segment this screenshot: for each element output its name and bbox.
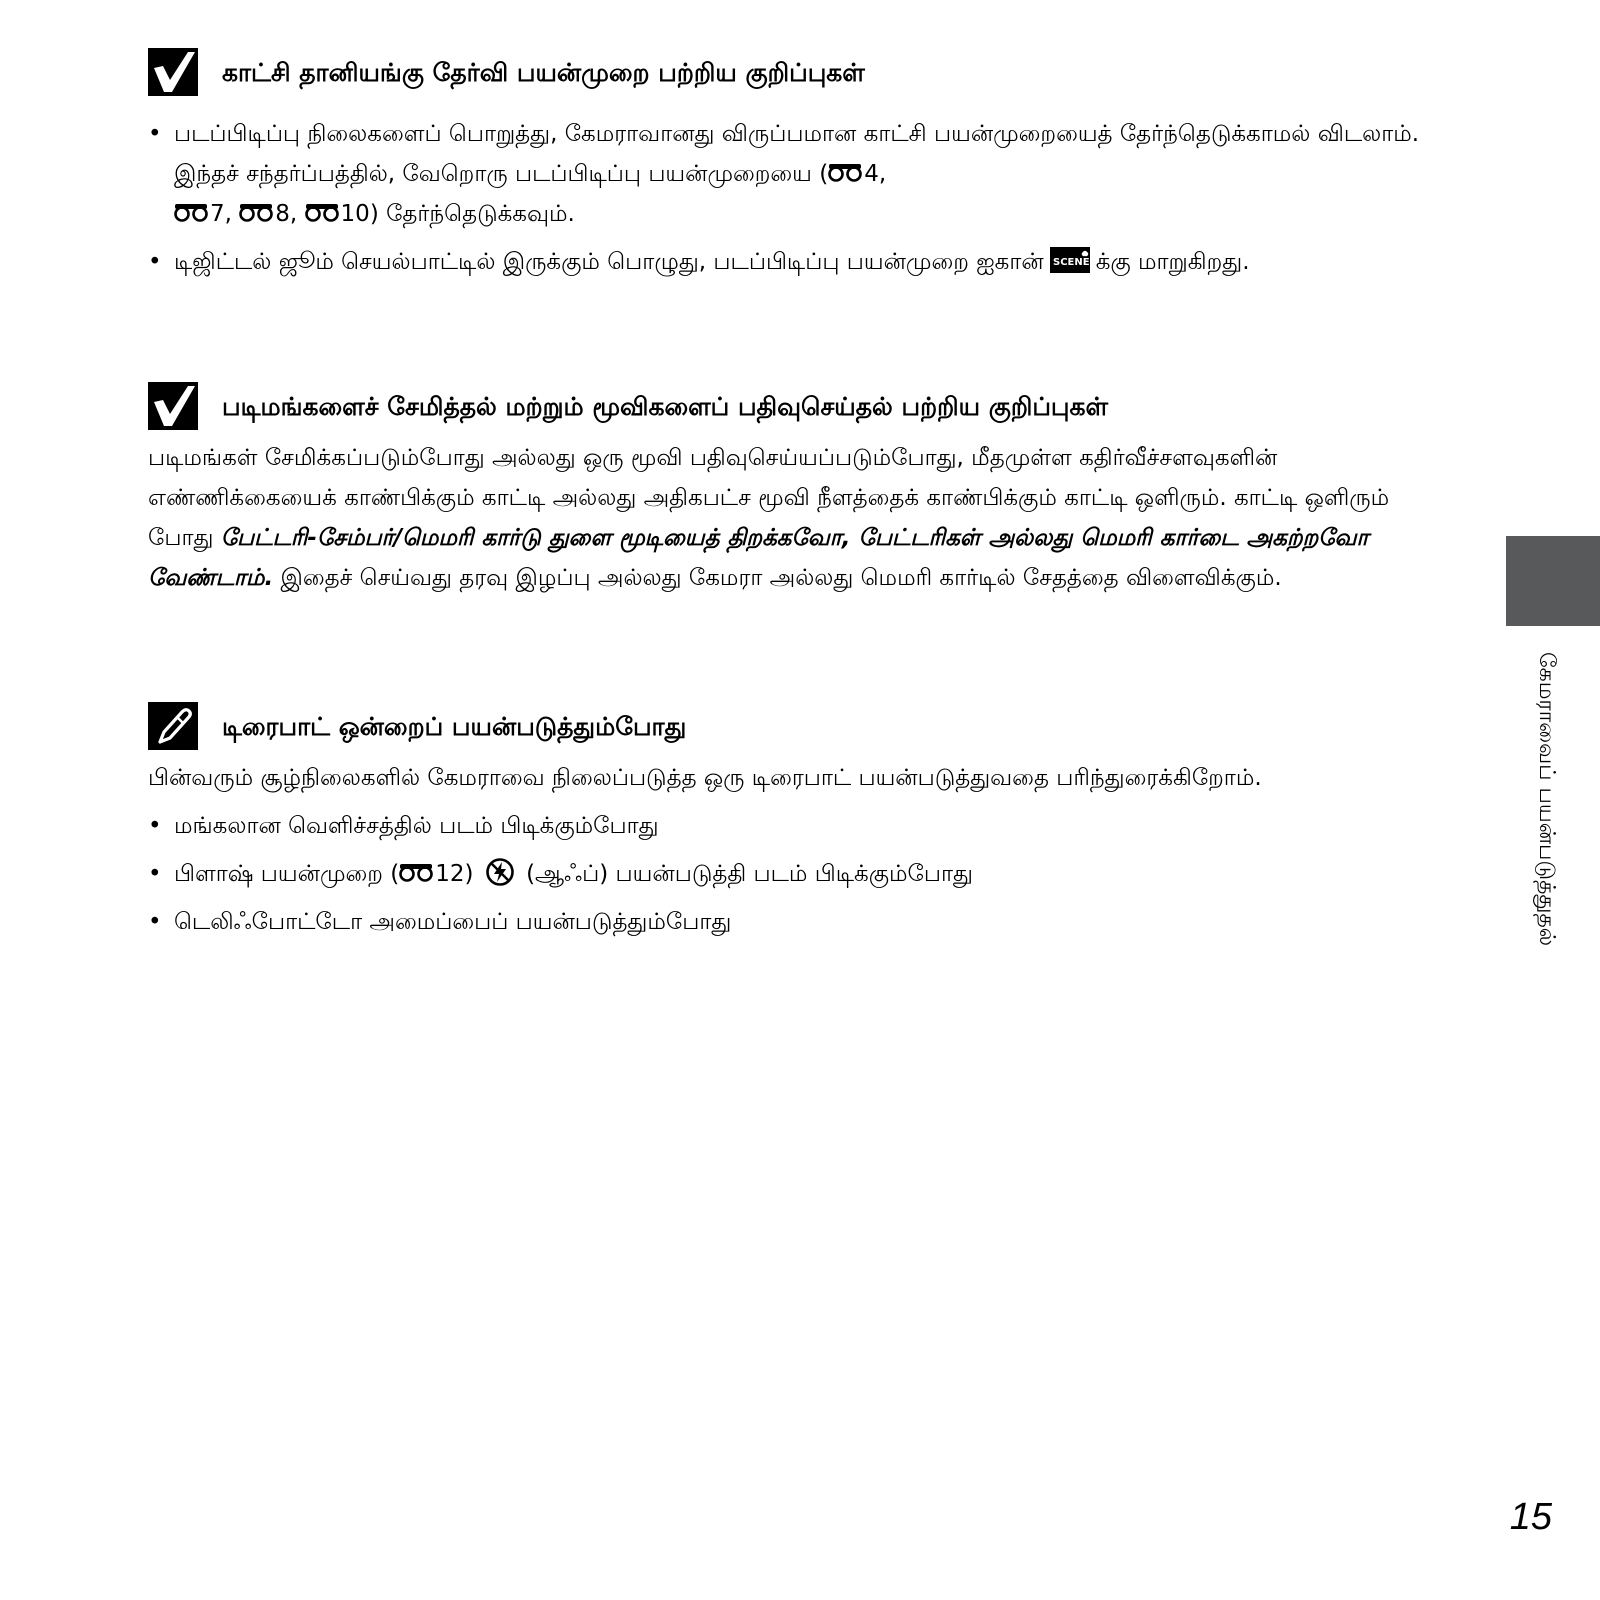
list-item: • டெலிஃபோட்டோ அமைப்பைப் பயன்படுத்தும்போது (148, 902, 1458, 942)
section-title: காட்சி தானியங்கு தேர்வி பயன்முறை பற்றிய குறிப்புகள் (222, 58, 865, 87)
paragraph: பின்வரும் சூழ்நிலைகளில் கேமராவை நிலைப்படுத்த ஒரு டிரைபாட் பயன்படுத்துவதை பரிந்துரைக்கிறோம். (148, 765, 1262, 791)
warning-text: பேட்டரி-சேம்பர்/மெமரி கார்டு துளை மூடியைத் திறக்கவோ, பேட்டரிகள் அல்லது மெமரி கார்டை அகற்றவோ வேண்டாம். (148, 525, 1369, 591)
list-item: • டிஜிட்டல் ஜூம் செயல்பாட்டில் இருக்கும் பொழுது, படப்பிடிப்பு பயன்முறை ஐகான் SCENE க்கு மாறுகிறது. (148, 242, 1458, 282)
chapter-tab (1506, 536, 1600, 626)
section-heading (148, 382, 1458, 434)
flash-off-icon (485, 857, 515, 887)
reference-icon (399, 863, 433, 883)
reference-icon (828, 163, 862, 183)
bullet-list (148, 806, 1458, 942)
reference-icon (305, 203, 339, 223)
list-item: • மங்கலான வெளிச்சத்தில் படம் பிடிக்கும்போது (148, 806, 1458, 846)
chapter-label: கேமராவைப் பயன்படுத்துதல் (1534, 652, 1559, 947)
pencil-note-icon (148, 702, 198, 750)
check-icon (148, 382, 198, 430)
reference-icon (174, 203, 208, 223)
using-a-tripod (148, 702, 1458, 950)
scene-auto-selector-icon (1050, 247, 1090, 273)
reference-icon (239, 203, 273, 223)
notes-saving-images-recording-movies (148, 382, 1458, 598)
section-title: படிமங்களைச் சேமித்தல் மற்றும் மூவிகளைப் பதிவுசெய்தல் பற்றிய குறிப்புகள் (222, 392, 1109, 421)
section-heading (148, 48, 1458, 100)
svg-text:SCENE: SCENE (1052, 257, 1090, 268)
bullet-list (148, 114, 1458, 282)
section-title: டிரைபாட் ஒன்றைப் பயன்படுத்தும்போது (222, 712, 687, 741)
paragraph: படிமங்கள் சேமிக்கப்படும்போது அல்லது ஒரு மூவி பதிவுசெய்யப்படும்போது, மீதமுள்ள கதிர்வீச்சளவுகளின் எண்ணிக்கையைக் காண்பிக்கும் காட்டி அல்லது அதிகபட்ச மூவி நீளத்தைக் காண்பிக்கும் காட்டி ஒளிரும். காட்டி ஒளிரும் போது பேட்டரி-சேம்பர்/மெமரி கார்டு துளை மூடியைத் திறக்கவோ, பேட்டரிகள் அல்லது மெமரி கார்டை அகற்றவோ வேண்டாம். இதைச் செய்வது தரவு இழப்பு அல்லது கேமரா அல்லது மெமரி கார்டில் சேதத்தை விளைவிக்கும். (148, 445, 1390, 591)
section-heading (148, 702, 1458, 754)
list-item: • பிளாஷ் பயன்முறை ( 12) (ஆஃப்) பயன்படுத்தி படம் பிடிக்கும்போது (148, 854, 1458, 894)
check-icon (148, 48, 198, 96)
list-item: • படப்பிடிப்பு நிலைகளைப் பொறுத்து, கேமராவானது விருப்பமான காட்சி பயன்முறையைத் தேர்ந்தெடுக்காமல் விடலாம். இந்தச் சந்தர்ப்பத்தில், வேறொரு படப்பிடிப்பு பயன்முறையை ( 4, 7, 8, 10) தேர்ந்தெடுக்கவும். (148, 114, 1458, 234)
page-number: 15 (1509, 1496, 1552, 1538)
notes-scene-auto-selector (148, 48, 1458, 290)
